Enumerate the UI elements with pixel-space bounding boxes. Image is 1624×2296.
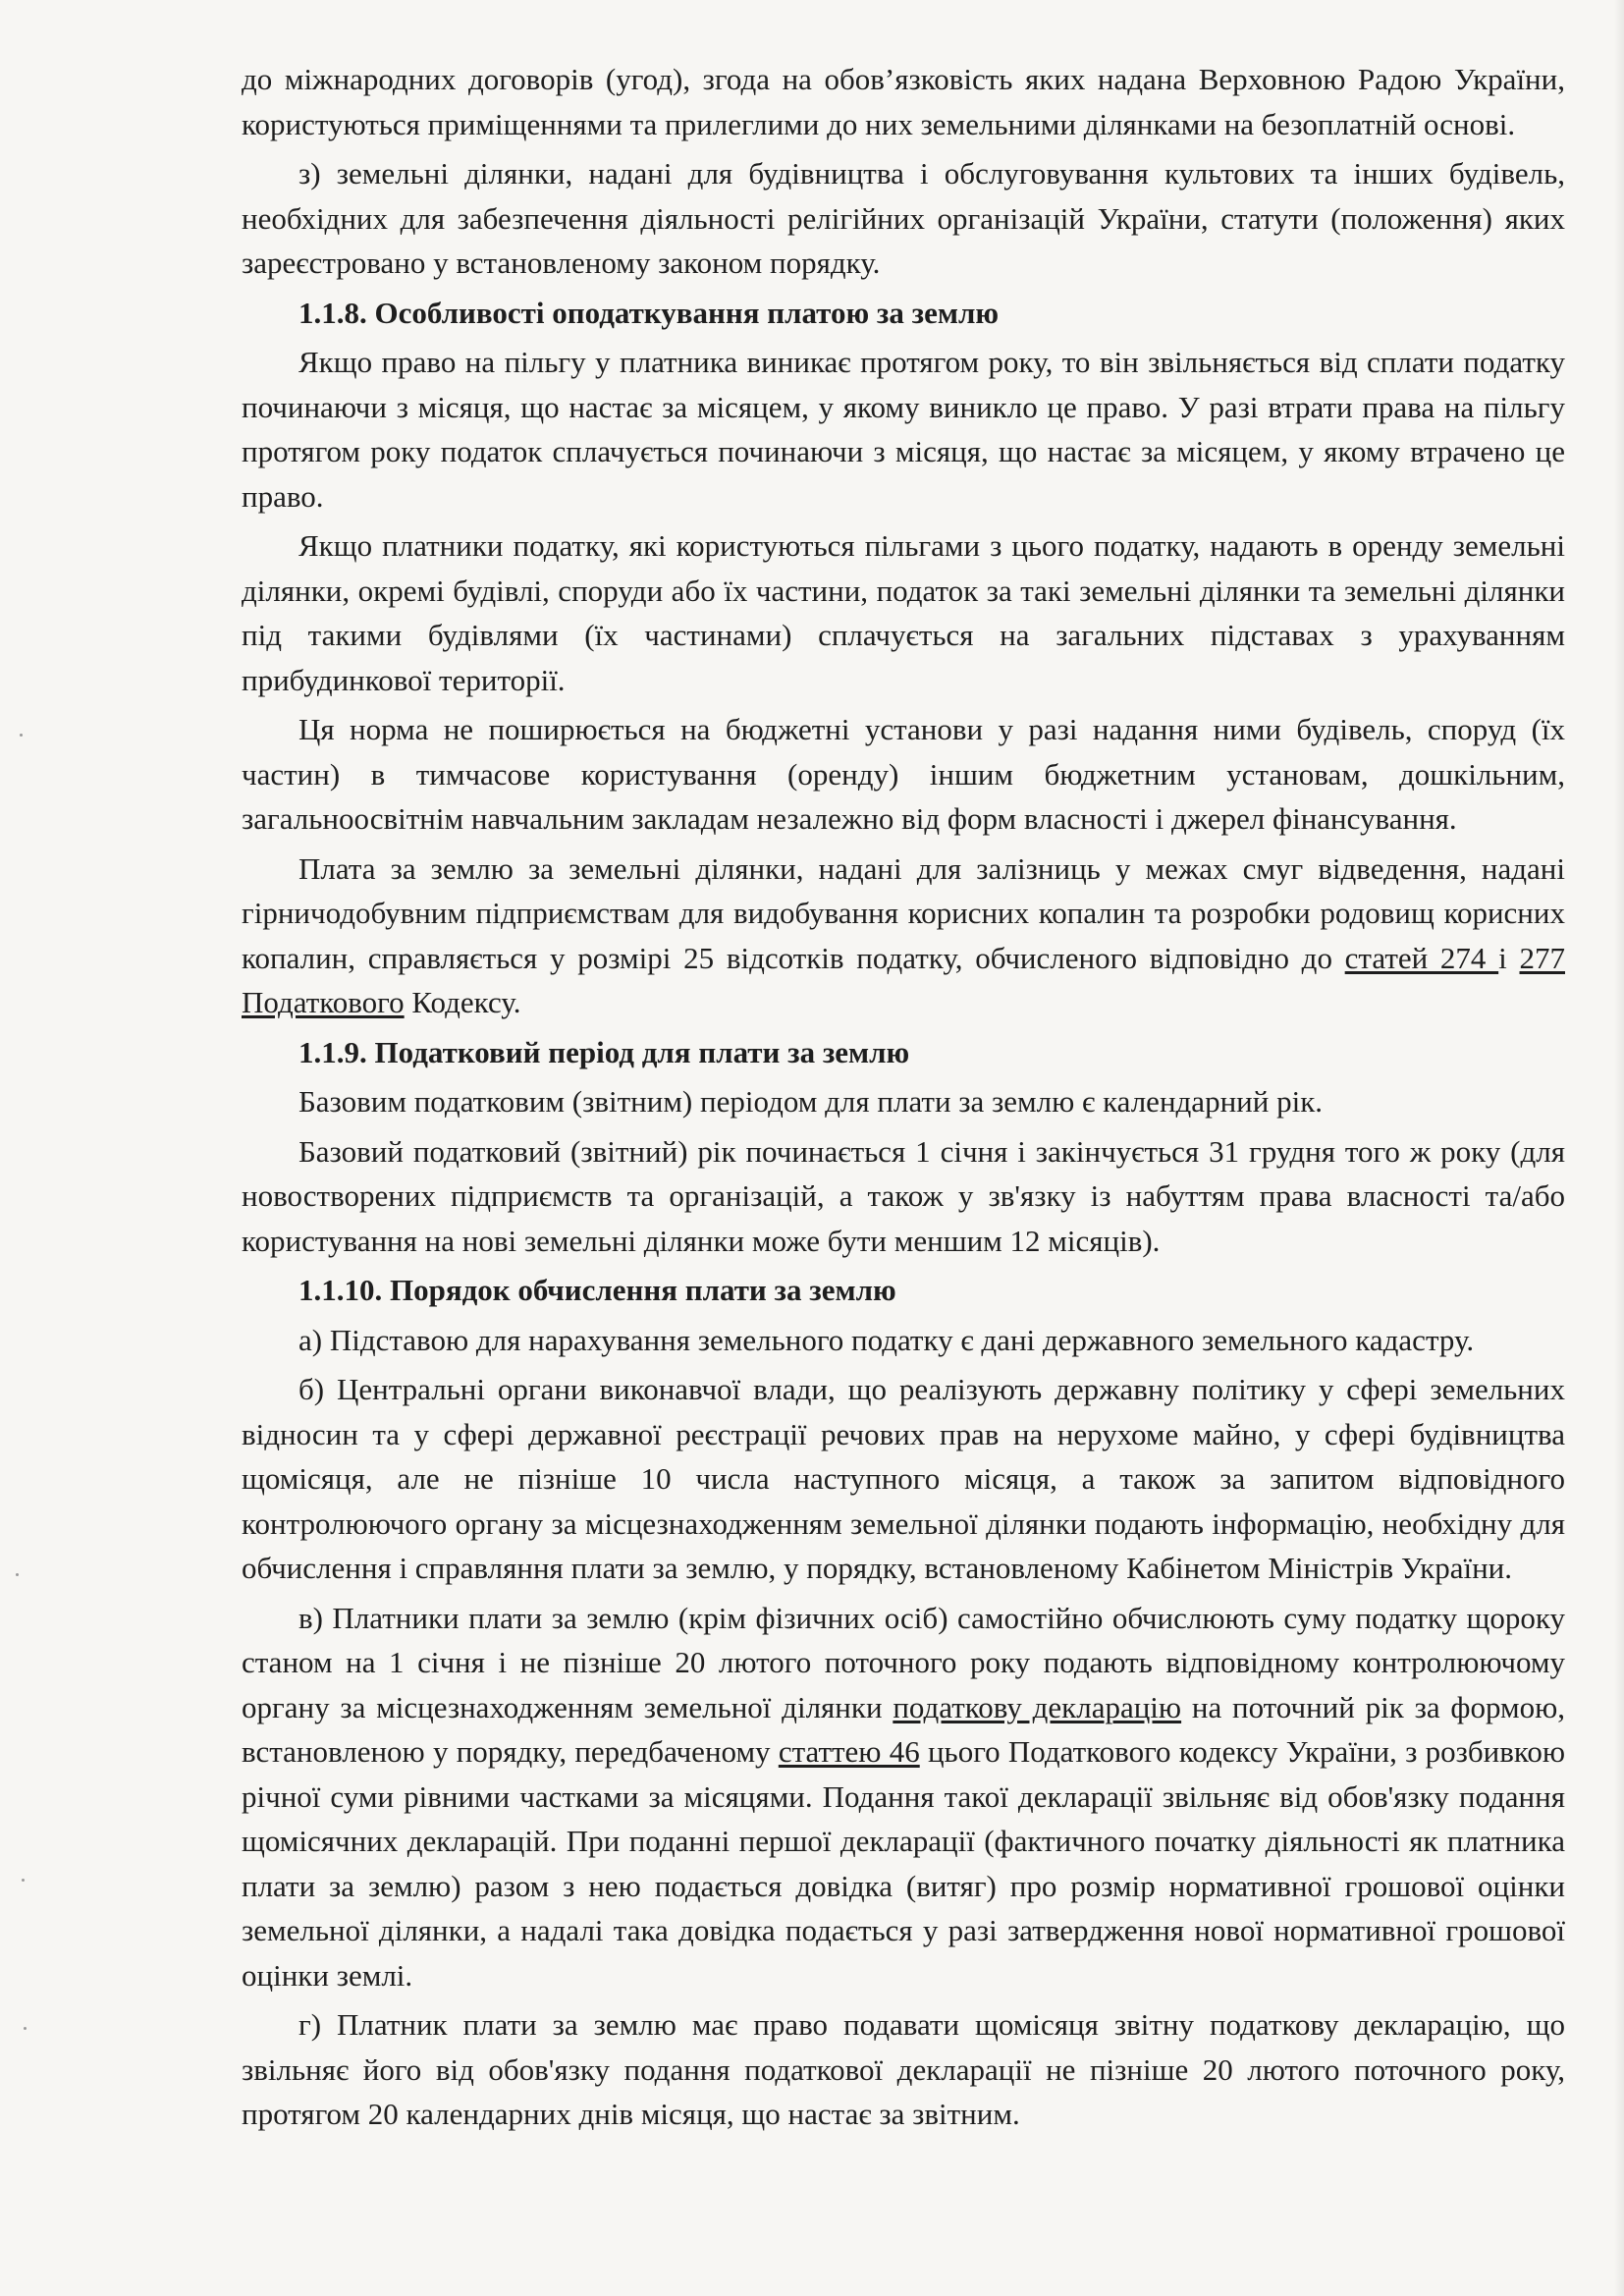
paragraph-b: б) Центральні органи виконавчої влади, що реалізують державну політику у сфері земельних відносин та у сфері державної реєстрації речових прав на нерухоме майно, у сфері будівництва щомісяця, але не пізніше 10 числа наступного місяця, а також за запитом відповідного контролюючого органу за місцезнаходженням земельної ділянки подають інформацію, необхідну для обчислення і справляння плати за землю, у порядку, встановленому Кабінетом Міністрів України.	[242, 1372, 1565, 1585]
paragraph-1-1-8-benefit-start: Якщо право на пільгу у платника виникає протягом року, то він звільняється від сплати податку починаючи з місяця, що настає за місяцем, у якому виникло це право. У разі втрати права на пільгу протягом року податок сплачується починаючи з місяця, що настає за місяцем, у якому втрачено це право.	[242, 345, 1565, 514]
paragraph-v-start: в) Платники плати за землю (крім фізичних осіб) самостійно обчислюють суму податку щороку станом на 1 січня і не пізніше 20 лютого поточного року подають відповідному контролюючому органу за місцезнаходженням земельної ділянки	[242, 1600, 1565, 1724]
heading-1-1-10: 1.1.10. Порядок обчислення плати за землю	[298, 1273, 896, 1307]
paragraph-v-mid: на поточний рік за формою, встановленою у порядку, передбаченому	[242, 1689, 1566, 1769]
railways-text-mid: і	[1498, 940, 1520, 975]
document-page	[242, 57, 1565, 2142]
heading-1-1-9: 1.1.9. Податковий період для плати за землю	[298, 1034, 910, 1069]
heading-1-1-8: 1.1.8. Особливості оподаткування платою за землю	[298, 295, 1000, 330]
paragraph-1-1-8-budget: Ця норма не поширюється на бюджетні установи у разі надання ними будівель, споруд (їх частин) в тимчасове користування (оренду) іншим бюджетним установам, дошкільним, загальноосвітнім навчальним закладам незалежно від форм власності і джерел фінансування.	[242, 712, 1565, 836]
scan-edge-shadow	[1614, 0, 1624, 2296]
scan-speck	[16, 1573, 19, 1576]
scan-speck	[20, 734, 23, 737]
scan-speck	[24, 2027, 27, 2030]
paragraph-1-1-9-base-period: Базовим податковим (звітним) періодом для плати за землю є календарний рік.	[298, 1084, 1324, 1119]
paragraph-1-1-8-lease: Якщо платники податку, які користуються пільгами з цього податку, надають в оренду земельні ділянки, окремі будівлі, споруди або їх частини, податок за такі земельні ділянки та земельні ділянки під такими будівлями (їх частинами) сплачується на загальних підставах з урахуванням прибудинкової території.	[242, 528, 1565, 697]
link-article-46[interactable]: статтею 46	[778, 1734, 920, 1769]
link-article-277-tax-code[interactable]: 277 Податкового	[242, 940, 1565, 1019]
paragraph-intro: до міжнародних договорів (угод), згода на обов’язковість яких надана Верховною Радою України, користуються приміщеннями та прилеглими до них земельними ділянками на безоплатній основі.	[242, 62, 1565, 141]
scan-speck	[22, 1879, 25, 1882]
paragraph-1-1-9-year: Базовий податковий (звітний) рік починається 1 січня і закінчується 31 грудня того ж року (для новостворених підприємств та організацій, а також у зв'язку із набуттям права власності та/або користування на нові земельні ділянки може бути меншим 12 місяців).	[242, 1133, 1565, 1258]
paragraph-g: г) Платник плати за землю має право подавати щомісяця звітну податкову декларацію, що звільняє його від обов'язку подання податкової декларації не пізніше 20 лютого поточного року, протягом 20 календарних днів місяця, що настає за звітним.	[242, 2007, 1565, 2131]
railways-text-end: Кодексу.	[404, 985, 521, 1019]
paragraph-z: з) земельні ділянки, надані для будівництва і обслуговування культових та інших будівель, необхідних для забезпечення діяльності релігійних організацій України, статути (положення) яких зареєстровано у встановленому законом порядку.	[242, 156, 1565, 280]
paragraph-1-1-8-railways	[242, 847, 1565, 1025]
paragraph-v-end: цього Податкового кодексу України, з розбивкою річної суми рівними частками за місяцями. Подання такої декларації звільняє від обов'язку подання щомісячних декларацій. При поданні першої декларації (фактичного початку діяльності як платника плати за землю) разом з нею подається довідка (витяг) про розмір нормативної грошової оцінки земельної ділянки, а надалі така довідка подається у разі затвердження нової нормативної грошової оцінки землі.	[242, 1734, 1565, 1993]
paragraph-v	[242, 1596, 1565, 1998]
link-tax-declaration[interactable]: податкову декларацію	[893, 1689, 1182, 1724]
railways-text-start: Плата за землю за земельні ділянки, надані для залізниць у межах смуг відведення, надані гірничодобувним підприємствам для видобування корисних копалин та розробки родовищ корисних копалин, справляється у розмірі 25 відсотків податку, обчисленого відповідно до	[242, 850, 1565, 975]
link-articles-274[interactable]: статей 274	[1344, 940, 1499, 975]
paragraph-a: а) Підставою для нарахування земельного податку є дані державного земельного кадастру.	[298, 1322, 1475, 1357]
